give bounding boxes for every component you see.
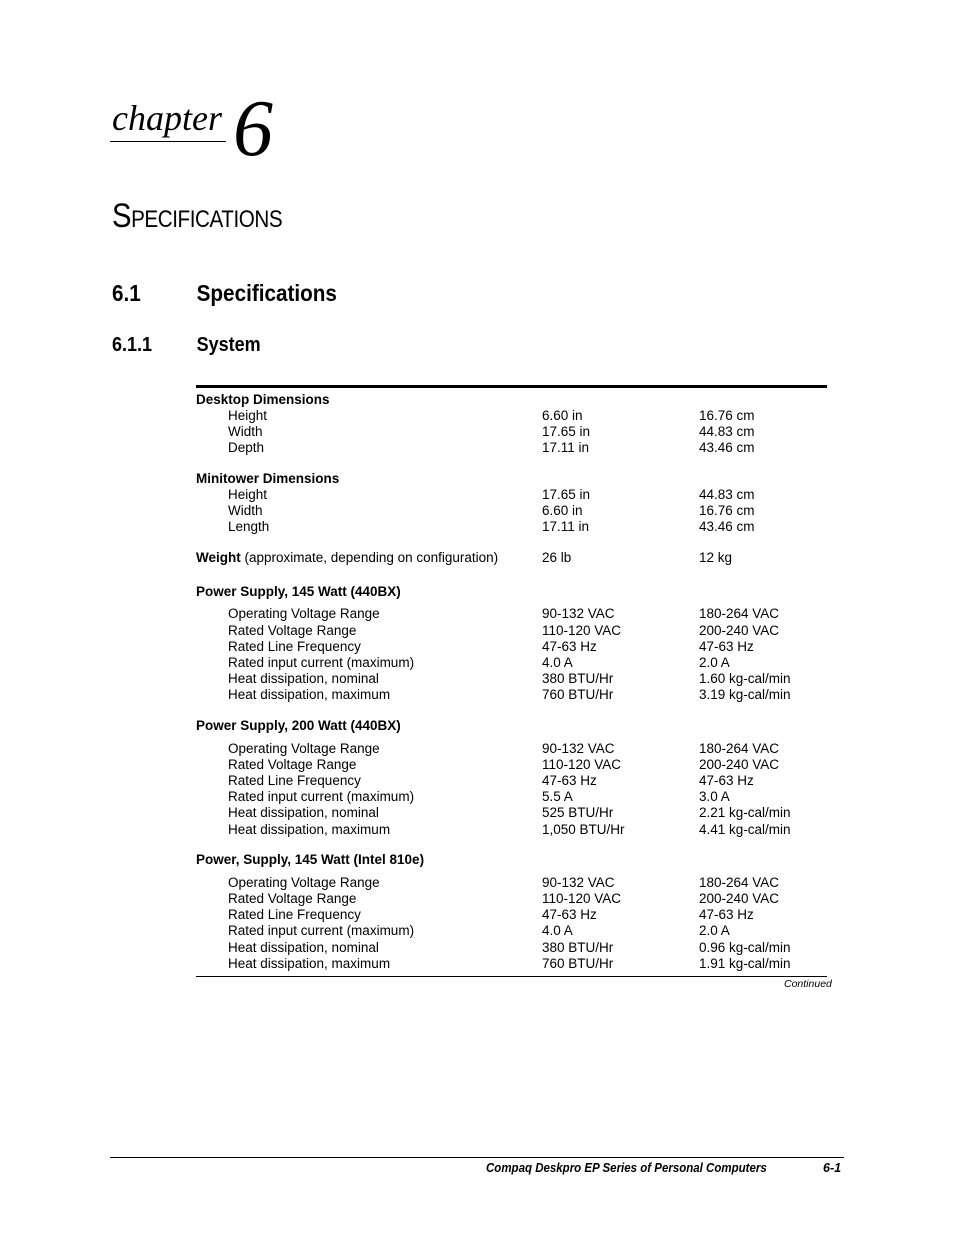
row-metric: 1.60 kg-cal/min — [699, 671, 791, 686]
row-metric: 200-240 VAC — [699, 623, 780, 638]
row-metric: 3.0 A — [699, 789, 730, 804]
row-imperial: 90-132 VAC — [542, 741, 615, 756]
row-metric: 2.0 A — [699, 655, 730, 670]
row-imperial: 17.65 in — [542, 424, 591, 439]
row-label: Heat dissipation, maximum — [228, 956, 391, 971]
row-metric: 0.96 kg-cal/min — [699, 940, 791, 955]
row-label: Operating Voltage Range — [228, 741, 380, 756]
row-metric: 200-240 VAC — [699, 757, 780, 772]
row-label: Rated Voltage Range — [228, 891, 357, 906]
footer-title: Compaq Deskpro EP Series of Personal Computers — [486, 1161, 767, 1175]
row-label: Height — [228, 408, 268, 423]
row-imperial: 4.0 A — [542, 923, 573, 938]
row-label: Rated Voltage Range — [228, 623, 357, 638]
weight-label-bold: Weight — [196, 550, 241, 565]
weight-label-note: (approximate, depending on configuration) — [240, 550, 499, 565]
row-label: Rated Voltage Range — [228, 757, 357, 772]
row-metric: 43.46 cm — [699, 519, 755, 534]
continued-note: Continued — [784, 978, 832, 990]
footer-rule — [110, 1157, 844, 1158]
row-label: Heat dissipation, nominal — [228, 940, 379, 955]
row-label: Rated Line Frequency — [228, 773, 361, 788]
row-metric: 12 kg — [699, 550, 733, 565]
section-title: Specifications — [196, 280, 337, 306]
row-imperial: 6.60 in — [542, 408, 583, 423]
section-desktop-dimensions: Desktop Dimensions — [196, 392, 330, 407]
row-imperial: 110-120 VAC — [542, 623, 622, 638]
row-imperial: 380 BTU/Hr — [542, 940, 614, 955]
row-label: Rated Line Frequency — [228, 907, 361, 922]
row-label: Rated input current (maximum) — [228, 789, 415, 804]
section-power-supply-145-810e: Power, Supply, 145 Watt (Intel 810e) — [196, 852, 425, 867]
row-label: Rated input current (maximum) — [228, 655, 415, 670]
table-top-rule — [196, 385, 827, 388]
row-label: Depth — [228, 440, 265, 455]
row-imperial: 525 BTU/Hr — [542, 805, 614, 820]
row-imperial: 47-63 Hz — [542, 773, 597, 788]
subsection-title: System — [196, 334, 261, 356]
subsection-heading — [112, 332, 261, 358]
row-label: Heat dissipation, maximum — [228, 822, 391, 837]
row-label: Heat dissipation, nominal — [228, 805, 379, 820]
row-metric: 43.46 cm — [699, 440, 755, 455]
row-metric: 180-264 VAC — [699, 875, 780, 890]
section-power-supply-145-440bx: Power Supply, 145 Watt (440BX) — [196, 584, 401, 599]
weight-row — [196, 550, 733, 566]
row-metric: 1.91 kg-cal/min — [699, 956, 791, 971]
weight-label — [196, 550, 498, 565]
row-imperial: 47-63 Hz — [542, 639, 597, 654]
row-imperial: 380 BTU/Hr — [542, 671, 614, 686]
row-imperial: 26 lb — [542, 550, 572, 565]
row-label: Length — [228, 519, 270, 534]
row-metric: 16.76 cm — [699, 408, 755, 423]
row-label: Heat dissipation, maximum — [228, 687, 391, 702]
row-imperial: 110-120 VAC — [542, 891, 622, 906]
row-metric: 47-63 Hz — [699, 907, 754, 922]
section-minitower-dimensions: Minitower Dimensions — [196, 471, 340, 486]
footer-page-number: 6-1 — [823, 1161, 842, 1175]
row-metric: 47-63 Hz — [699, 639, 754, 654]
chapter-title: Specifications — [112, 197, 283, 235]
row-metric: 3.19 kg-cal/min — [699, 687, 791, 702]
row-metric: 180-264 VAC — [699, 606, 780, 621]
section-number: 6.1 — [112, 280, 141, 306]
row-label: Width — [228, 503, 263, 518]
row-metric: 4.41 kg-cal/min — [699, 822, 791, 837]
row-imperial: 110-120 VAC — [542, 757, 622, 772]
row-metric: 44.83 cm — [699, 424, 755, 439]
row-imperial: 90-132 VAC — [542, 606, 615, 621]
row-label: Height — [228, 487, 268, 502]
row-imperial: 5.5 A — [542, 789, 573, 804]
chapter-underline — [110, 141, 226, 142]
table-bottom-rule — [196, 976, 827, 977]
row-label: Rated input current (maximum) — [228, 923, 415, 938]
row-imperial: 17.11 in — [542, 440, 590, 455]
row-label: Heat dissipation, nominal — [228, 671, 379, 686]
row-imperial: 760 BTU/Hr — [542, 687, 614, 702]
row-metric: 44.83 cm — [699, 487, 755, 502]
row-metric: 2.0 A — [699, 923, 730, 938]
row-label: Width — [228, 424, 263, 439]
row-label: Operating Voltage Range — [228, 875, 380, 890]
row-metric: 2.21 kg-cal/min — [699, 805, 791, 820]
row-imperial: 47-63 Hz — [542, 907, 597, 922]
row-imperial: 6.60 in — [542, 503, 583, 518]
section-heading — [112, 278, 337, 308]
row-metric: 47-63 Hz — [699, 773, 754, 788]
row-label: Operating Voltage Range — [228, 606, 380, 621]
section-power-supply-200-440bx: Power Supply, 200 Watt (440BX) — [196, 718, 401, 733]
row-imperial: 17.65 in — [542, 487, 591, 502]
chapter-number: 6 — [233, 85, 273, 173]
row-metric: 16.76 cm — [699, 503, 755, 518]
chapter-word: chapter — [112, 98, 222, 138]
row-imperial: 17.11 in — [542, 519, 590, 534]
subsection-number: 6.1.1 — [112, 334, 153, 356]
row-metric: 180-264 VAC — [699, 741, 780, 756]
row-label: Rated Line Frequency — [228, 639, 361, 654]
row-imperial: 4.0 A — [542, 655, 573, 670]
row-imperial: 760 BTU/Hr — [542, 956, 614, 971]
row-imperial: 90-132 VAC — [542, 875, 615, 890]
row-imperial: 1,050 BTU/Hr — [542, 822, 625, 837]
row-metric: 200-240 VAC — [699, 891, 780, 906]
